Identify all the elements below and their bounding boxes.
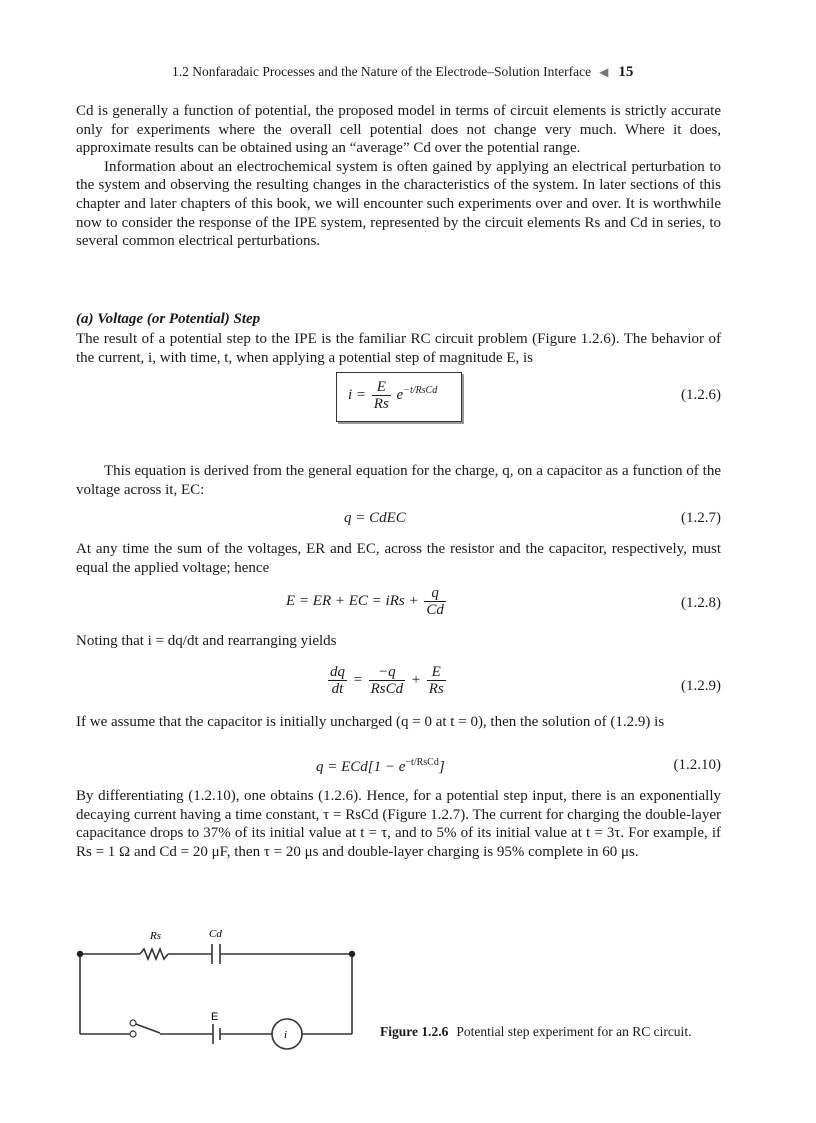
eq-1-2-9-num1: dq — [330, 664, 345, 680]
figure-label: Figure 1.2.6 — [380, 1024, 449, 1039]
switch-terminal-bottom — [130, 1031, 136, 1037]
cd-label: Cd — [209, 928, 222, 940]
page-number: 15 — [618, 64, 634, 80]
eq-1-2-10-close: ] — [438, 759, 445, 775]
eq-1-2-9-den3: Rs — [428, 681, 444, 697]
eq-1-2-9-num3: E — [427, 664, 446, 681]
eq-1-2-9-num2: −q — [369, 664, 406, 681]
rc-circuit-diagram — [70, 920, 370, 1060]
running-title: 1.2 Nonfaradaic Processes and the Nature of the Electrode–Solution Interface — [172, 64, 592, 79]
intro-paragraphs — [76, 102, 721, 251]
paragraph-8: By differentiating (1.2.10), one obtains (1.2.6). Hence, for a potential step input, there is an exponentially decaying current having a time constant, τ = RsCd (Figure 1.2.7). The current for charging the double-layer capacitance drops to 37% of its initial value at t = τ, and to 5% of its initial value at t = 3τ. For example, if Rs = 1 Ω and Cd = 20 μF, then τ = 20 μs and double-layer charging is 95% complete in 60 μs. — [76, 788, 721, 860]
eq-1-2-8-lhs: E = ER + EC = iRs + — [286, 592, 419, 609]
section-title: (a) Voltage (or Potential) Step — [76, 311, 261, 327]
paragraph-4: This equation is derived from the general equation for the charge, q, on a capacitor as a function of the voltage across it, EC: — [76, 463, 721, 498]
paragraph-3: The result of a potential step to the IPE is the familiar RC circuit problem (Figure 1.2.6). The behavior of the current, i, with time, t, when applying a potential step of magnitude E, is — [76, 331, 721, 366]
paragraph-2: Information about an electrochemical system is often gained by applying an electrical perturbation to the system and observing the resulting changes in the characteristics of the system. In later sections of this chapter and later chapters of this book, we will encounter such experiments over and over. It is worthwhile now to consider the response of the IPE system, represented by the circuit elements Rs and Cd in series, to several common electrical perturbations. — [76, 158, 721, 250]
switch-blade — [133, 1023, 160, 1033]
eq-number-1-2-8: (1.2.8) — [681, 595, 721, 611]
switch-terminal-top — [130, 1020, 136, 1026]
paragraph-1: Cd is generally a function of potential, the proposed model in terms of circuit elements is strictly accurate only for experiments where the overall cell potential does not change very much. Where it does, approximate results can be obtained using an “average” Cd over the potential range. — [76, 103, 721, 157]
eq-1-2-7-text: q = CdEC — [344, 510, 406, 526]
page-marker-icon: ◀ — [599, 65, 609, 79]
eq-1-2-9-den1: dt — [331, 681, 344, 697]
figure-caption-text: Potential step experiment for an RC circuit. — [456, 1024, 692, 1039]
figure-caption — [380, 1023, 720, 1040]
eq-1-2-6-exp: −t/RsCd — [403, 384, 438, 396]
eq-1-2-6-lhs: i = — [348, 386, 367, 403]
node-dot-right — [349, 951, 355, 957]
eq-1-2-9-den2: RsCd — [370, 681, 404, 697]
paragraph-6: Noting that i = dq/dt and rearranging yields — [76, 633, 337, 649]
rs-label: Rs — [150, 930, 161, 942]
eq-number-1-2-9: (1.2.9) — [681, 678, 721, 694]
equation-1-2-6: i = $\frac{E}{Rs}$ $e^{-t/RsCd}$ (1.2.6) — [348, 379, 721, 412]
meter-label: i — [284, 1029, 288, 1041]
running-header — [172, 64, 720, 81]
eq-1-2-8-den: Cd — [426, 602, 444, 618]
eq-1-2-6-num: E — [372, 379, 391, 396]
node-dot-left — [77, 951, 83, 957]
e-label: E — [211, 1011, 219, 1023]
eq-1-2-6-den: Rs — [373, 396, 389, 412]
resistor-symbol — [140, 949, 168, 959]
eq-number-1-2-7: (1.2.7) — [681, 510, 721, 526]
paragraph-5: At any time the sum of the voltages, ER and EC, across the resistor and the capacitor, respectively, must equal the applied voltage; hence — [76, 541, 721, 576]
paragraph-4-wrap — [76, 462, 721, 499]
eq-number-1-2-6: (1.2.6) — [681, 387, 721, 403]
eq-1-2-8-num: q — [424, 585, 446, 602]
paragraph-7: If we assume that the capacitor is initially uncharged (q = 0 at t = 0), then the solution of (1.2.9) is — [76, 714, 665, 730]
eq-1-2-10-text: q = ECd[1 − e — [316, 759, 406, 775]
eq-1-2-10-exp: −t/RsCd — [405, 757, 439, 768]
equation-1-2-8 — [76, 585, 721, 625]
eq-number-1-2-10: (1.2.10) — [673, 757, 721, 773]
equation-1-2-9: $\frac{dq}{dt}$ = $\frac{-q}{\text{RsCd}}$ + $\frac{E}{Rs}$ (1.2.9) — [330, 664, 721, 697]
